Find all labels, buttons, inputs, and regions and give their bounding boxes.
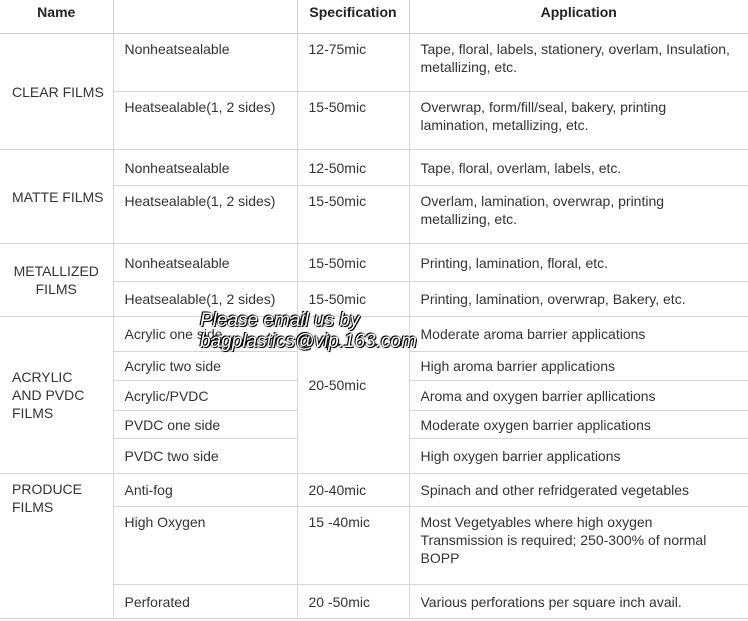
row-name: Acrylic two side bbox=[113, 352, 297, 381]
row-spec: 20 -50mic bbox=[297, 585, 409, 619]
row-application: Moderate aroma barrier applications bbox=[409, 317, 748, 352]
category-acrylic-pvdc-films: ACRYLIC AND PVDC FILMS bbox=[0, 317, 113, 474]
header-spec-label: Specification bbox=[309, 4, 397, 20]
table-row bbox=[0, 92, 748, 150]
header-application: Application bbox=[409, 0, 748, 34]
table-row bbox=[0, 317, 748, 352]
row-spec: 12-50mic bbox=[297, 150, 409, 186]
row-name: Acrylic/PVDC bbox=[113, 381, 297, 411]
row-name: Nonheatsealable bbox=[113, 34, 297, 92]
row-application: High aroma barrier applications bbox=[409, 352, 748, 381]
row-application: Moderate oxygen barrier applications bbox=[409, 411, 748, 439]
row-application: Tape, floral, overlam, labels, etc. bbox=[409, 150, 748, 186]
category-clear-films: CLEAR FILMS bbox=[0, 34, 113, 150]
row-spec: 15-50mic bbox=[297, 244, 409, 282]
row-name: PVDC two side bbox=[113, 439, 297, 474]
watermark-line-1: Please email us by bbox=[200, 310, 360, 331]
header-name: Name bbox=[0, 0, 113, 34]
category-produce-films: PRODUCE FILMS bbox=[0, 474, 113, 619]
table-row bbox=[0, 474, 748, 507]
row-application: Printing, lamination, overwrap, Bakery, etc. bbox=[409, 282, 748, 317]
row-name: Nonheatsealable bbox=[113, 150, 297, 186]
header-spec bbox=[297, 0, 409, 34]
row-application: Overwrap, form/fill/seal, bakery, printing lamination, metallizing, etc. bbox=[409, 92, 748, 150]
table-row bbox=[0, 34, 748, 92]
row-spec: 15-50mic bbox=[297, 92, 409, 150]
header-name-blank bbox=[113, 0, 297, 34]
row-name: Heatsealable(1, 2 sides) bbox=[113, 92, 297, 150]
category-matte-films: MATTE FILMS bbox=[0, 150, 113, 244]
row-name: Heatsealable(1, 2 sides) bbox=[113, 186, 297, 244]
category-metallized-films: METALLIZED FILMS bbox=[0, 244, 113, 317]
row-application: High oxygen barrier applications bbox=[409, 439, 748, 474]
watermark-line-2: bagplastics@vip.163.com bbox=[200, 331, 417, 352]
row-application: Overlam, lamination, overwrap, printing metallizing, etc. bbox=[409, 186, 748, 244]
header-row bbox=[0, 0, 748, 34]
row-spec: 20-40mic bbox=[297, 474, 409, 507]
table-row bbox=[0, 244, 748, 282]
row-spec: 15-50mic bbox=[297, 282, 409, 317]
row-application: Various perforations per square inch avail. bbox=[409, 585, 748, 619]
row-application: Spinach and other refridgerated vegetables bbox=[409, 474, 748, 507]
table-row bbox=[0, 186, 748, 244]
row-name: PVDC one side bbox=[113, 411, 297, 439]
row-application: Tape, floral, labels, stationery, overlam, Insulation, metallizing, etc. bbox=[409, 34, 748, 92]
row-name: Anti-fog bbox=[113, 474, 297, 507]
table-row bbox=[0, 282, 748, 317]
row-application: Aroma and oxygen barrier apllications bbox=[409, 381, 748, 411]
table-row bbox=[0, 507, 748, 585]
row-name: Acrylic one side bbox=[113, 317, 297, 352]
table-row bbox=[0, 585, 748, 619]
row-name: Heatsealable(1, 2 sides) bbox=[113, 282, 297, 317]
row-application: Printing, lamination, floral, etc. bbox=[409, 244, 748, 282]
row-name: High Oxygen bbox=[113, 507, 297, 585]
row-spec-merged: 20-50mic bbox=[297, 317, 409, 474]
row-application: Most Vegetyables where high oxygen Transmission is required; 250-300% of normal BOPP bbox=[409, 507, 748, 585]
row-name: Perforated bbox=[113, 585, 297, 619]
row-name: Nonheatsealable bbox=[113, 244, 297, 282]
row-spec: 12-75mic bbox=[297, 34, 409, 92]
row-spec: 15-50mic bbox=[297, 186, 409, 244]
table-row bbox=[0, 150, 748, 186]
row-spec: 15 -40mic bbox=[297, 507, 409, 585]
